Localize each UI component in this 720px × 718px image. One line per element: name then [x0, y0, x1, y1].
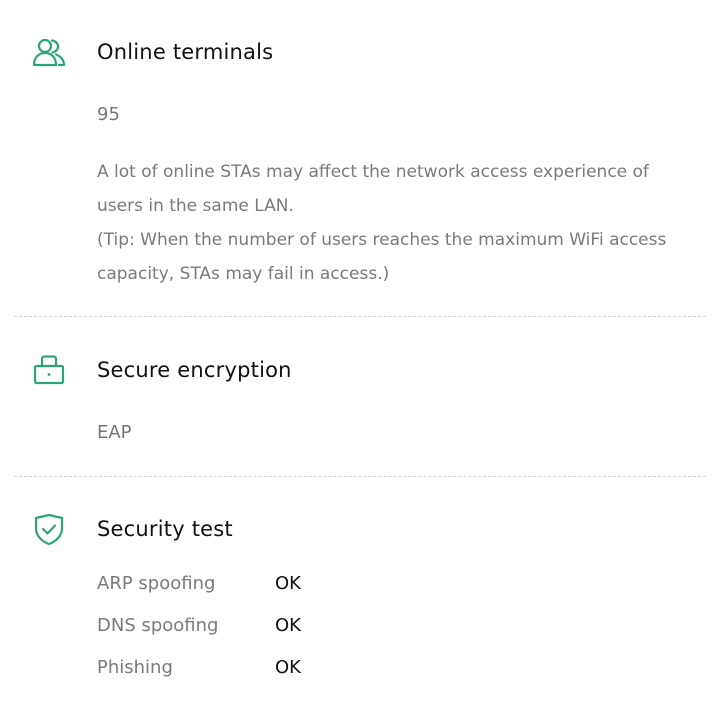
test-label: Phishing [97, 657, 173, 678]
shield-check-icon [32, 513, 66, 547]
test-label: ARP spoofing [97, 573, 216, 594]
security-test-row-dns [97, 615, 497, 641]
security-test-row-phishing [97, 657, 497, 683]
secure-encryption-title: Secure encryption [97, 358, 292, 382]
online-terminals-description [97, 155, 667, 291]
online-terminals-count: 95 [97, 104, 120, 125]
online-terminals-title: Online terminals [97, 40, 274, 64]
security-test-section [0, 477, 720, 718]
test-result: OK [275, 657, 301, 678]
test-label: DNS spoofing [97, 615, 219, 636]
security-test-row-arp [97, 573, 497, 599]
online-terminals-description-text: A lot of online STAs may affect the network access experience of users in the same LAN. [97, 162, 649, 216]
security-test-title: Security test [97, 517, 233, 541]
test-result: OK [275, 573, 301, 594]
lock-icon [32, 353, 66, 387]
test-result: OK [275, 615, 301, 636]
encryption-type-value: EAP [97, 422, 132, 443]
secure-encryption-section [0, 317, 720, 476]
users-icon [32, 36, 66, 70]
online-terminals-section [0, 0, 720, 316]
online-terminals-tip-text: (Tip: When the number of users reaches the maximum WiFi access capacity, STAs may fail in access.) [97, 230, 667, 284]
